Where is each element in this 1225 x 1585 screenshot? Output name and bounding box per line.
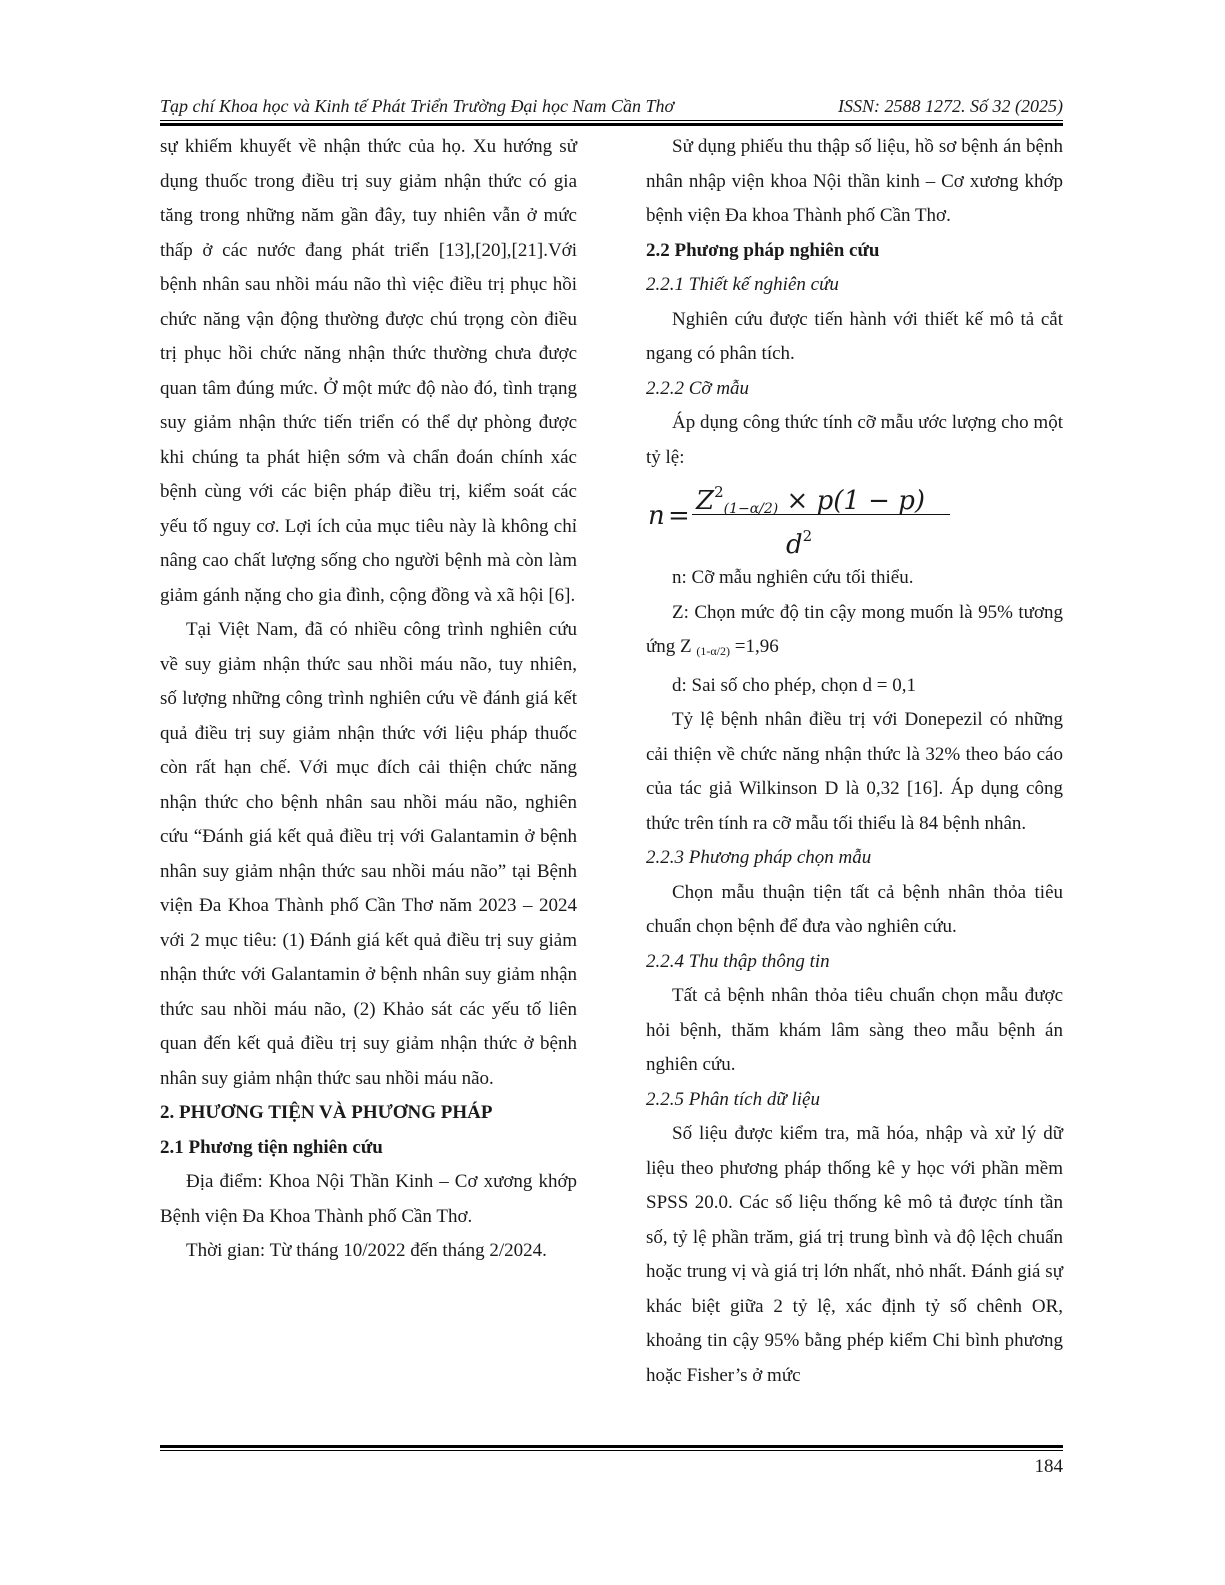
paragraph: Tại Việt Nam, đã có nhiều công trình nghiên cứu về suy giảm nhận thức sau nhồi máu não, tuy nhiên, số lượng những công trình nghiên cứu về đánh giá kết quả điều trị suy giảm nhận thức với liệu pháp thuốc còn rất hạn chế. Với mục đích cải thiện chức năng nhận thức cho bệnh nhân sau nhồi máu não, nghiên cứu “Đánh giá kết quả điều trị với Galantamin ở bệnh nhân suy giảm nhận thức sau nhồi máu não” tại Bệnh viện Đa Khoa Thành phố Cần Thơ năm 2023 – 2024 với 2 mục tiêu: (1) Đánh giá kết quả điều trị suy giảm nhận thức với Galantamin ở bệnh nhân suy giảm nhận thức sau nhồi máu não, (2) Khảo sát các yếu tố liên quan đến kết quả điều trị suy giảm nhận thức ở bệnh nhân suy giảm nhận thức sau nhồi máu não.: [160, 619, 577, 1089]
paragraph: Sử dụng phiếu thu thập số liệu, hồ sơ bệnh án bệnh nhân nhập viện khoa Nội thần kinh – Cơ xương khớp bệnh viện Đa khoa Thành phố Cần Thơ.: [646, 136, 1063, 226]
subsubsection-heading: 2.2.3 Phương pháp chọn mẫu: [646, 847, 872, 868]
paragraph: Nghiên cứu được tiến hành với thiết kế mô tả cắt ngang có phân tích.: [646, 308, 1063, 364]
fraction-bar: [692, 514, 950, 515]
page-number: 184: [1034, 1456, 1063, 1477]
subsubsection-heading: 2.2.1 Thiết kế nghiên cứu: [646, 274, 839, 295]
journal-title: Tạp chí Khoa học và Kinh tế Phát Triển Trường Đại học Nam Cần Thơ: [160, 96, 675, 116]
header-rule-thick: [160, 123, 1063, 126]
section-heading: 2. PHƯƠNG TIỆN VÀ PHƯƠNG PHÁP: [160, 1102, 493, 1123]
subsection-heading: 2.2 Phương pháp nghiên cứu: [646, 239, 880, 261]
paragraph: sự khiếm khuyết về nhận thức của họ. Xu hướng sử dụng thuốc trong điều trị suy giảm nhận thức có gia tăng trong những năm gần đây, tuy nhiên vẫn ở mức thấp ở các nước đang phát triển [13],[20],[21].Với bệnh nhân sau nhồi máu não thì việc điều trị phục hồi chức năng vận động thường được chú trọng còn điều trị phục hồi chức năng nhận thức thường chưa được quan tâm đúng mức. Ở một mức độ nào đó, tình trạng suy giảm nhận thức tiến triển có thể dự phòng được khi chúng ta phát hiện sớm và chẩn đoán chính xác bệnh cùng với các biện pháp điều trị, kiểm soát các yếu tố nguy cơ. Lợi ích của mục tiêu này là không chỉ nâng cao chất lượng sống cho người bệnh mà còn làm giảm gánh nặng cho gia đình, cộng đồng và xã hội [6].: [160, 136, 577, 606]
sample-size-formula: [646, 475, 1063, 561]
paragraph: Chọn mẫu thuận tiện tất cả bệnh nhân thỏa tiêu chuẩn chọn bệnh để đưa vào nghiên cứu.: [646, 881, 1063, 937]
issn-issue: ISSN: 2588 1272. Số 32 (2025): [838, 96, 1063, 116]
subsubsection-heading: 2.2.4 Thu thập thông tin: [646, 950, 830, 972]
formula-numerator: $Z^2_{(1-\alpha/2)} \times p(1 - p)$: [696, 483, 926, 517]
paragraph: Áp dụng công thức tính cỡ mẫu ước lượng cho một tỷ lệ:: [646, 412, 1063, 468]
formula-denominator: $d^2$: [786, 527, 813, 560]
subsubsection-heading: 2.2.5 Phân tích dữ liệu: [646, 1088, 820, 1110]
formula-equals: =: [668, 501, 690, 531]
formula-lhs: n: [648, 501, 665, 531]
header-rule-thin: [160, 120, 1063, 121]
paragraph: Tỷ lệ bệnh nhân điều trị với Donepezil có những cải thiện về chức năng nhận thức là 32% theo báo cáo của tác giả Wilkinson D là 0,32 [16]. Áp dụng công thức trên tính ra cỡ mẫu tối thiểu là 84 bệnh nhân.: [646, 709, 1063, 834]
subsubsection-heading: 2.2.2 Cỡ mẫu: [646, 377, 750, 399]
footer-rule-thick: [160, 1445, 1063, 1448]
paragraph: Địa điểm: Khoa Nội Thần Kinh – Cơ xương khớp Bệnh viện Đa Khoa Thành phố Cần Thơ.: [160, 1171, 577, 1227]
paragraph: n: Cỡ mẫu nghiên cứu tối thiểu.: [672, 567, 914, 588]
subsection-heading: 2.1 Phương tiện nghiên cứu: [160, 1136, 383, 1158]
paragraph: d: Sai số cho phép, chọn d = 0,1: [672, 674, 916, 696]
left-column: [160, 130, 577, 1269]
right-column: [646, 130, 1063, 1393]
paragraph: Tất cả bệnh nhân thỏa tiêu chuẩn chọn mẫu được hỏi bệnh, thăm khám lâm sàng theo mẫu bệnh án nghiên cứu.: [646, 985, 1063, 1075]
footer-rule-thin: [160, 1450, 1063, 1451]
paragraph: Thời gian: Từ tháng 10/2022 đến tháng 2/2024.: [186, 1240, 547, 1261]
paragraph: Z: Chọn mức độ tin cậy mong muốn là 95% tương ứng Z (1-α/2) =1,96: [646, 601, 1063, 658]
paragraph: Số liệu được kiểm tra, mã hóa, nhập và xử lý dữ liệu theo phương pháp thống kê y học với phần mềm SPSS 20.0. Các số liệu thống kê mô tả được tính tần số, tỷ lệ phần trăm, giá trị trung bình và độ lệch chuẩn hoặc trung vị và giá trị lớn nhất, nhỏ nhất. Đánh giá sự khác biệt giữa 2 tỷ lệ, xác định tỷ số chênh OR, khoảng tin cậy 95% bằng phép kiểm Chi bình phương hoặc Fisher’s ở mức: [646, 1123, 1063, 1386]
